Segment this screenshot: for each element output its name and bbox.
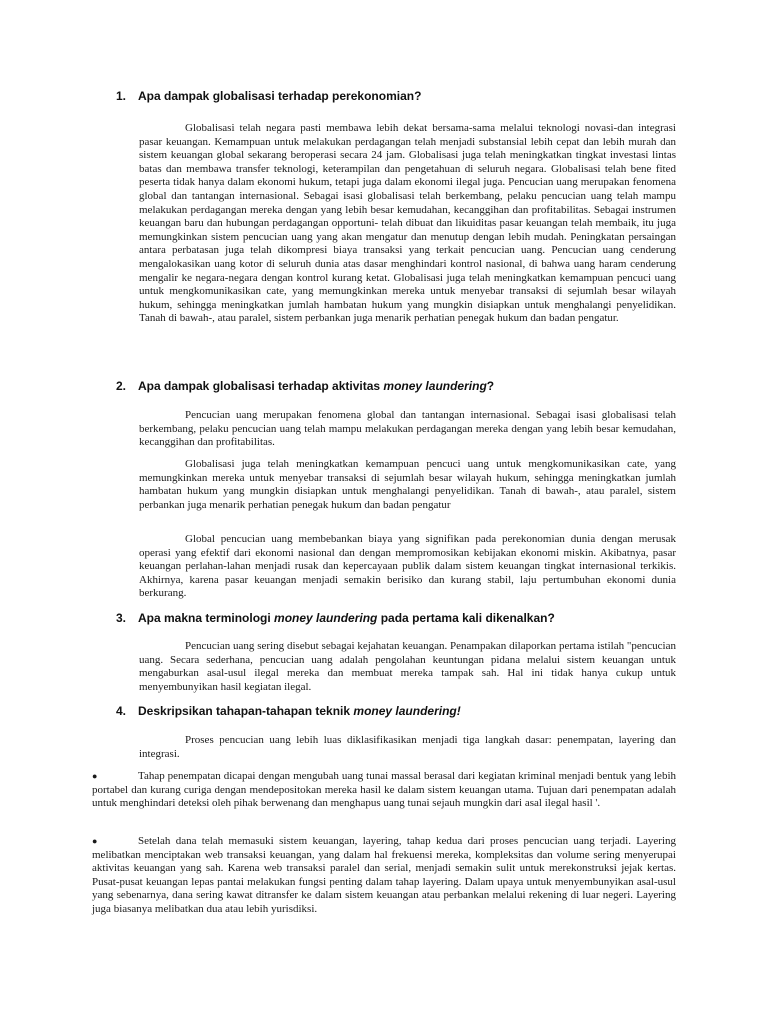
question-number: 1. <box>116 89 127 103</box>
question-term: money laundering! <box>353 704 461 718</box>
question-2-heading <box>116 379 676 394</box>
question-term: money laundering <box>274 611 378 625</box>
question-number: 2. <box>116 379 127 393</box>
answer-4-intro: Proses pencucian uang lebih luas diklasifikasikan menjadi tiga langkah dasar: penempatan, layering dan integrasi. <box>139 734 676 760</box>
answer-2-paragraph-3: Global pencucian uang membebankan biaya yang signifikan pada perekonomian dunia dengan merusak operasi yang efektif dari ekonomi nasional dan dengan mempromosikan kebijakan ekonomi miskin. Akibatnya, pasar keuangan perlahan-lahan menjadi rusak dan kepercayaan publik dalam sistem keuangan tingkat internasional terkikis. Akhirnya, karena pasar keuangan menjadi semakin berisiko dan kurang stabil, laju pertumbuhan ekonomi dunia berkurang. <box>139 533 676 600</box>
answer-2-paragraph-2: Globalisasi juga telah meningkatkan kemampuan pencuci uang untuk mengkomunikasikan cate, yang memungkinkan mereka untuk menyebar transaksi di sejumlah besar wilayah hukum, sehingga meningkatkan jumlah hambatan hukum yang mungkin disiapkan untuk menghalangi penyelidikan. Tanah di bawah-, atau paralel, sistem perbankan juga menarik perhatian penegak hukum dan badan pengatur <box>139 458 676 511</box>
question-1-heading <box>116 89 676 104</box>
answer-3-paragraph: Pencucian uang sering disebut sebagai kejahatan keuangan. Penampakan dilaporkan pertama istilah "pencucian uang. Secara sederhana, pencucian uang adalah pengolahan keuntungan pidana melalui sistem keuangan untuk mengaburkan asal-usul ilegal mereka dan membuat mereka tampak sah. Hal ini tidak hanya cukup untuk menyembunyikan hasil kegiatan ilegal. <box>139 640 676 693</box>
question-text: Apa dampak globalisasi terhadap perekonomian? <box>138 89 422 103</box>
bullet-text: Setelah dana telah memasuki sistem keuangan, layering, tahap kedua dari proses pencucian uang terjadi. Layering melibatkan menciptakan web transaksi keuangan, yang dalam hal frekuensi mereka, kompleksitas dan volume sering menyerupai aktivitas keuangan yang sah. Karena web transaksi paralel dan serial, menjadi semakin sulit untuk merekonstruksi jejak kertas. Pusat-pusat keuangan lepas pantai melakukan fungsi penting dalam tahap layering. Dalam upaya untuk menyembunyikan asal-usul yang sebenarnya, dana sering kawat ditransfer ke dalam sistem keuangan atau perbankan melalui rekening di luar negeri. Layering juga biasanya melibatkan dua atau lebih yurisdiksi. <box>92 835 676 915</box>
bullet-text: Tahap penempatan dicapai dengan mengubah uang tunai massal berasal dari kegiatan kriminal menjadi bentuk yang lebih portabel dan kurang curiga dengan mendepositokan mereka hasil ke dalam sistem keuangan utama. Tujuan dari penempatan adalah untuk menghindari deteksi oleh pihak berwenang dan menghapus uang tunai sejauh mungkin dari asal ilegal hasil '. <box>92 770 676 810</box>
question-number: 4. <box>116 704 127 718</box>
question-text-end: ? <box>486 379 495 393</box>
answer-2-paragraph-1: Pencucian uang merupakan fenomena global dan tantangan internasional. Sebagai isasi globalisasi telah berkembang, pelaku pencucian uang telah mampu melakukan perdagangan mereka dengan yang lebih besar kemudahan, kecanggihan dan profitabilitas. <box>139 409 676 449</box>
question-number: 3. <box>116 611 127 625</box>
bullet-dot-icon: ● <box>92 771 98 781</box>
bullet-dot-icon: ● <box>92 836 98 846</box>
question-text: Apa dampak globalisasi terhadap aktivitas <box>138 379 384 393</box>
bullet-item-placement <box>92 770 676 811</box>
answer-1-paragraph: Globalisasi telah negara pasti membawa lebih dekat bersama-sama melalui teknologi novasi-dan integrasi pasar keuangan. Kemampuan untuk melakukan perdagangan telah menjadi substansial lebih cepat dan lebih murah dan sistem keuangan global sekarang beroperasi secara 24 jam. Globalisasi juga telah meningkatkan tingkat investasi lintas batas dan membawa transfer teknologi, keterampilan dan pengetahuan di seluruh negara. Globalisasi telah bene fited peserta tidak hanya dalam ekonomi hukum, tetapi juga dalam ekonomi ilegal juga. Pencucian uang merupakan fenomena global dan tantangan internasional. Sebagai isasi globalisasi telah berkembang, pelaku pencucian uang telah mampu melakukan perdagangan mereka dengan yang lebih besar kemudahan, kecanggihan dan profitabilitas. Sebagai instrumen keuangan baru dan hubungan perdagangan opportuni- telah dibuat dan likuiditas pasar keuangan telah membaik, itu juga memungkinkan sistem pencucian uang yang akan mengatur dan menutup dengan lebih mudah. Peningkatan persaingan antara perbatasan juga telah dikompresi biaya transaksi yang terkait pencucian uang. Pencucian uang cenderung mengalokasikan uang kotor di seluruh dunia atas dasar menghindari kontrol nasional, di bahwa uang haram cenderung mengalir ke negara-negara dengan kontrol kurang ketat. Globalisasi juga telah meningkatkan kemampuan pencuci uang untuk mengkomunikasikan cate, yang memungkinkan mereka untuk menyebar transaksi di sejumlah besar wilayah hukum, sehingga meningkatkan jumlah hambatan hukum yang mungkin disiapkan untuk menghalangi penyelidikan. Tanah di bawah-, atau paralel, sistem perbankan juga menarik perhatian penegak hukum dan badan pengatur. <box>139 122 676 325</box>
question-4-heading <box>116 704 676 719</box>
question-term: money laundering <box>383 379 487 393</box>
question-text-end: pada pertama kali dikenalkan? <box>377 611 555 625</box>
question-text: Apa makna terminologi <box>138 611 275 625</box>
bullet-item-layering <box>92 835 676 917</box>
question-3-heading <box>116 611 676 626</box>
question-text: Deskripsikan tahapan-tahapan teknik <box>138 704 354 718</box>
